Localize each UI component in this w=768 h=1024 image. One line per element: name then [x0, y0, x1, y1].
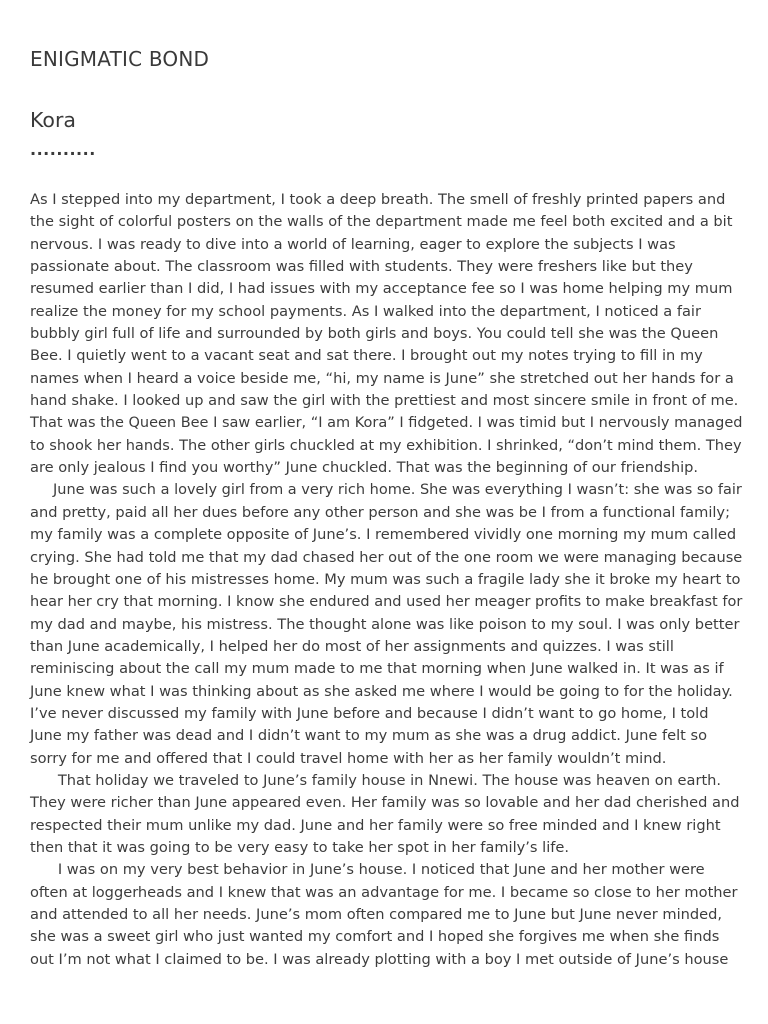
text-line: are only jealous I find you worthy” June chuckled. That was the beginning of our friendship. — [30, 459, 699, 477]
text-line: and pretty, paid all her dues before any other person and she was be I from a functional family; — [30, 503, 730, 521]
text-line: sorry for me and offered that I could travel home with her as her family wouldn’t mind. — [30, 749, 667, 767]
text-line: crying. She had told me that my dad chased her out of the one room we were managing because — [30, 548, 743, 566]
text-line: That holiday we traveled to June’s family house in Nnewi. The house was heaven on earth. — [30, 771, 722, 789]
text-line: realize the money for my school payments. As I walked into the department, I noticed a fair — [30, 302, 701, 320]
text-line: my family was a complete opposite of June’s. I remembered vividly one morning my mum called — [30, 526, 737, 544]
text-line: June knew what I was thinking about as she asked me where I would be going to for the holiday. — [30, 682, 733, 700]
text-line: passionate about. The classroom was filled with students. They were freshers like but they — [30, 258, 693, 276]
book-title: ENIGMATIC BOND — [30, 47, 210, 71]
text-line: I was on my very best behavior in June’s house. I noticed that June and her mother were — [30, 861, 705, 879]
text-line: respected their mum unlike my dad. June and her family were so free minded and I knew right — [30, 816, 721, 834]
chapter-body — [30, 189, 742, 971]
chapter-title: Kora — [30, 108, 76, 132]
text-line: to shook her hands. The other girls chuckled at my exhibition. I shrinked, “don’t mind them. They — [30, 436, 742, 454]
text-line: she was a sweet girl who just wanted my comfort and I hoped she forgives me when she finds — [30, 928, 720, 946]
text-line: then that it was going to be very easy to take her spot in her family’s life. — [30, 838, 570, 856]
text-line: than June academically, I helped her do most of her assignments and quizzes. I was still — [30, 637, 674, 655]
text-line: hand shake. I looked up and saw the girl with the prettiest and most sincere smile in front of me. — [30, 392, 739, 410]
text-line: June my father was dead and I didn’t want to my mum as she was a drug addict. June felt so — [30, 727, 708, 745]
text-line: reminiscing about the call my mum made to me that morning when June walked in. It was as if — [30, 660, 724, 678]
text-line: June was such a lovely girl from a very rich home. She was everything I wasn’t: she was so fair — [30, 481, 742, 499]
text-line: he brought one of his mistresses home. My mum was such a fragile lady she it broke my heart to — [30, 570, 741, 588]
text-line: and attended to all her needs. June’s mom often compared me to June but June never minded, — [30, 906, 723, 923]
text-line: As I stepped into my department, I took a deep breath. The smell of freshly printed papers and — [30, 191, 726, 208]
text-line: hear her cry that morning. I know she endured and used her meager profits to make breakfast for — [30, 593, 743, 611]
text-line: nervous. I was ready to dive into a world of learning, eager to explore the subjects I was — [30, 235, 676, 253]
text-line: bubbly girl full of life and surrounded by both girls and boys. You could tell she was the Queen — [30, 325, 719, 343]
text-line: names when I heard a voice beside me, “hi, my name is June” she stretched out her hands for a — [30, 369, 734, 387]
text-line: They were richer than June appeared even. Her family was so lovable and her dad cherished and — [30, 794, 740, 812]
text-line: often at loggerheads and I knew that was an advantage for me. I became so close to her mother — [30, 883, 738, 901]
chapter-separator: .......... — [30, 140, 96, 159]
text-line: the sight of colorful posters on the walls of the department made me feel both excited and a bit — [30, 213, 733, 231]
text-line: That was the Queen Bee I saw earlier, “I am Kora” I fidgeted. I was timid but I nervously managed — [30, 414, 743, 432]
text-line: resumed earlier than I did, I had issues with my acceptance fee so I was home helping my mum — [30, 280, 733, 298]
text-line: Bee. I quietly went to a vacant seat and sat there. I brought out my notes trying to fill in my — [30, 347, 703, 365]
text-line: I’ve never discussed my family with June before and because I didn’t want to go home, I told — [30, 704, 709, 722]
text-line: out I’m not what I claimed to be. I was already plotting with a boy I met outside of June’s house — [30, 950, 729, 968]
text-line: my dad and maybe, his mistress. The thought alone was like poison to my soul. I was only better — [30, 615, 740, 633]
